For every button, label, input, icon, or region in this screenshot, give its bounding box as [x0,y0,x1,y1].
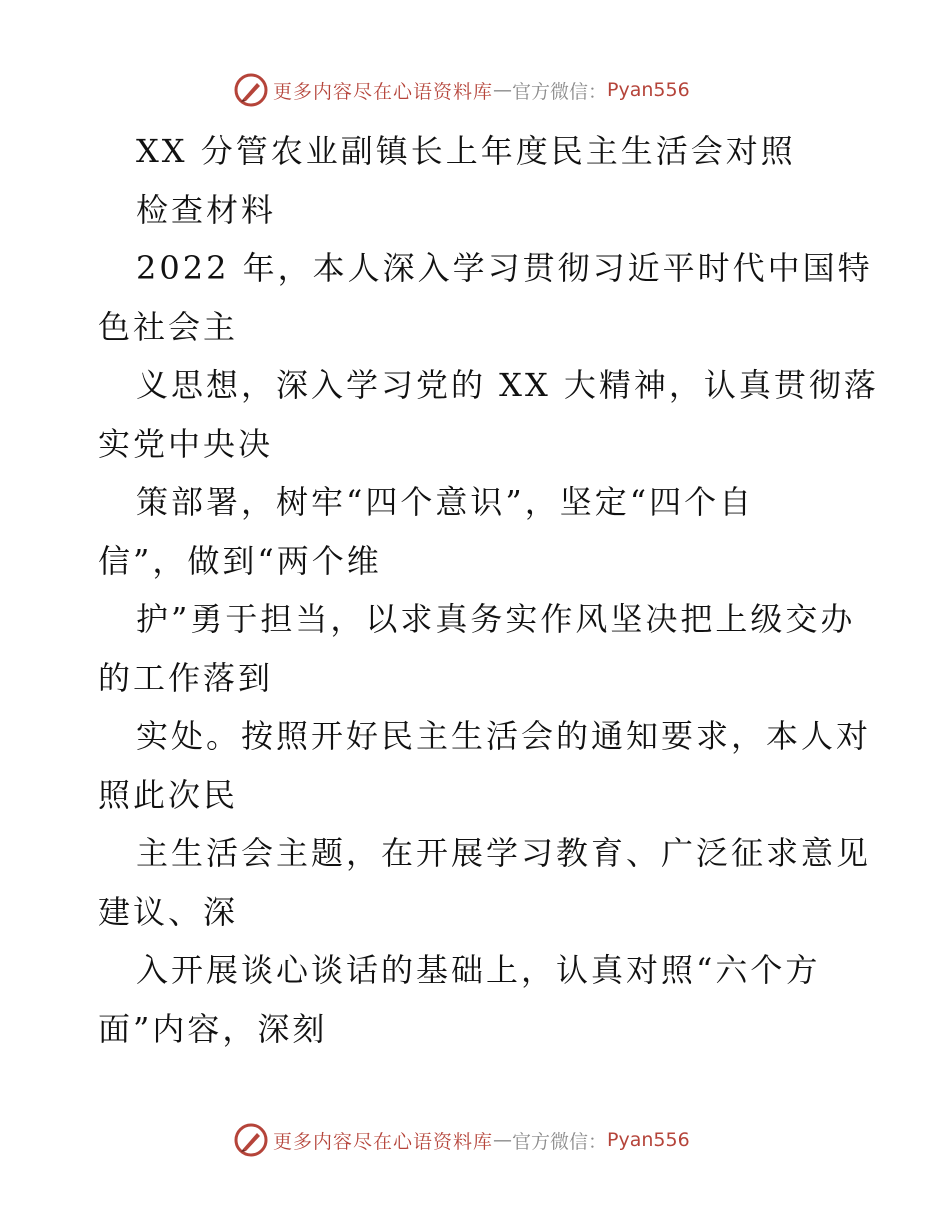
paragraph-line: 色社会主 [98,307,239,346]
footer-watermark [233,1120,690,1160]
paragraph-line: 实党中央决 [98,424,274,463]
paragraph-line: 义思想，深入学习党的 XX 大精神，认真贯彻落 [136,366,879,404]
watermark-dash: — [493,1129,513,1151]
paragraph-line: 建议、深 [98,892,239,931]
header-watermark [233,70,690,110]
paragraph-line: 信”，做到“两个维 [98,541,382,580]
watermark-official: 官方微信： [512,1130,608,1153]
watermark-code: Pyan556 [607,1129,690,1151]
document-title-line-2: 检查材料 [136,190,277,229]
paragraph-line: 主生活会主题，在开展学习教育、广泛征求意见 [136,834,872,872]
watermark-dash: — [493,79,513,101]
paragraph-line: 实处。按照开好民主生活会的通知要求，本人对 [136,717,872,755]
document-title: XX 分管农业副镇长上年度民主生活会对照 [136,132,796,170]
pen-logo-icon [233,1122,269,1158]
paragraph-line: 的工作落到 [98,658,274,697]
watermark-brand: 更多内容尽在心语资料库 [273,1130,494,1153]
watermark-code: Pyan556 [607,79,690,101]
paragraph-line: 入开展谈心谈话的基础上，认真对照“六个方 [136,951,821,989]
paragraph-line: 策部署，树牢“四个意识”，坚定“四个自 [136,483,755,521]
paragraph-line: 面”内容，深刻 [98,1009,328,1048]
pen-logo-icon [233,72,269,108]
paragraph-line: 2022 年，本人深入学习贯彻习近平时代中国特 [136,249,873,287]
paragraph-line: 护”勇于担当，以求真务实作风坚决把上级交办 [136,600,856,638]
paragraph-line: 照此次民 [98,775,239,814]
watermark-official: 官方微信： [512,80,608,103]
document-body [98,122,879,1058]
watermark-brand: 更多内容尽在心语资料库 [273,80,494,103]
